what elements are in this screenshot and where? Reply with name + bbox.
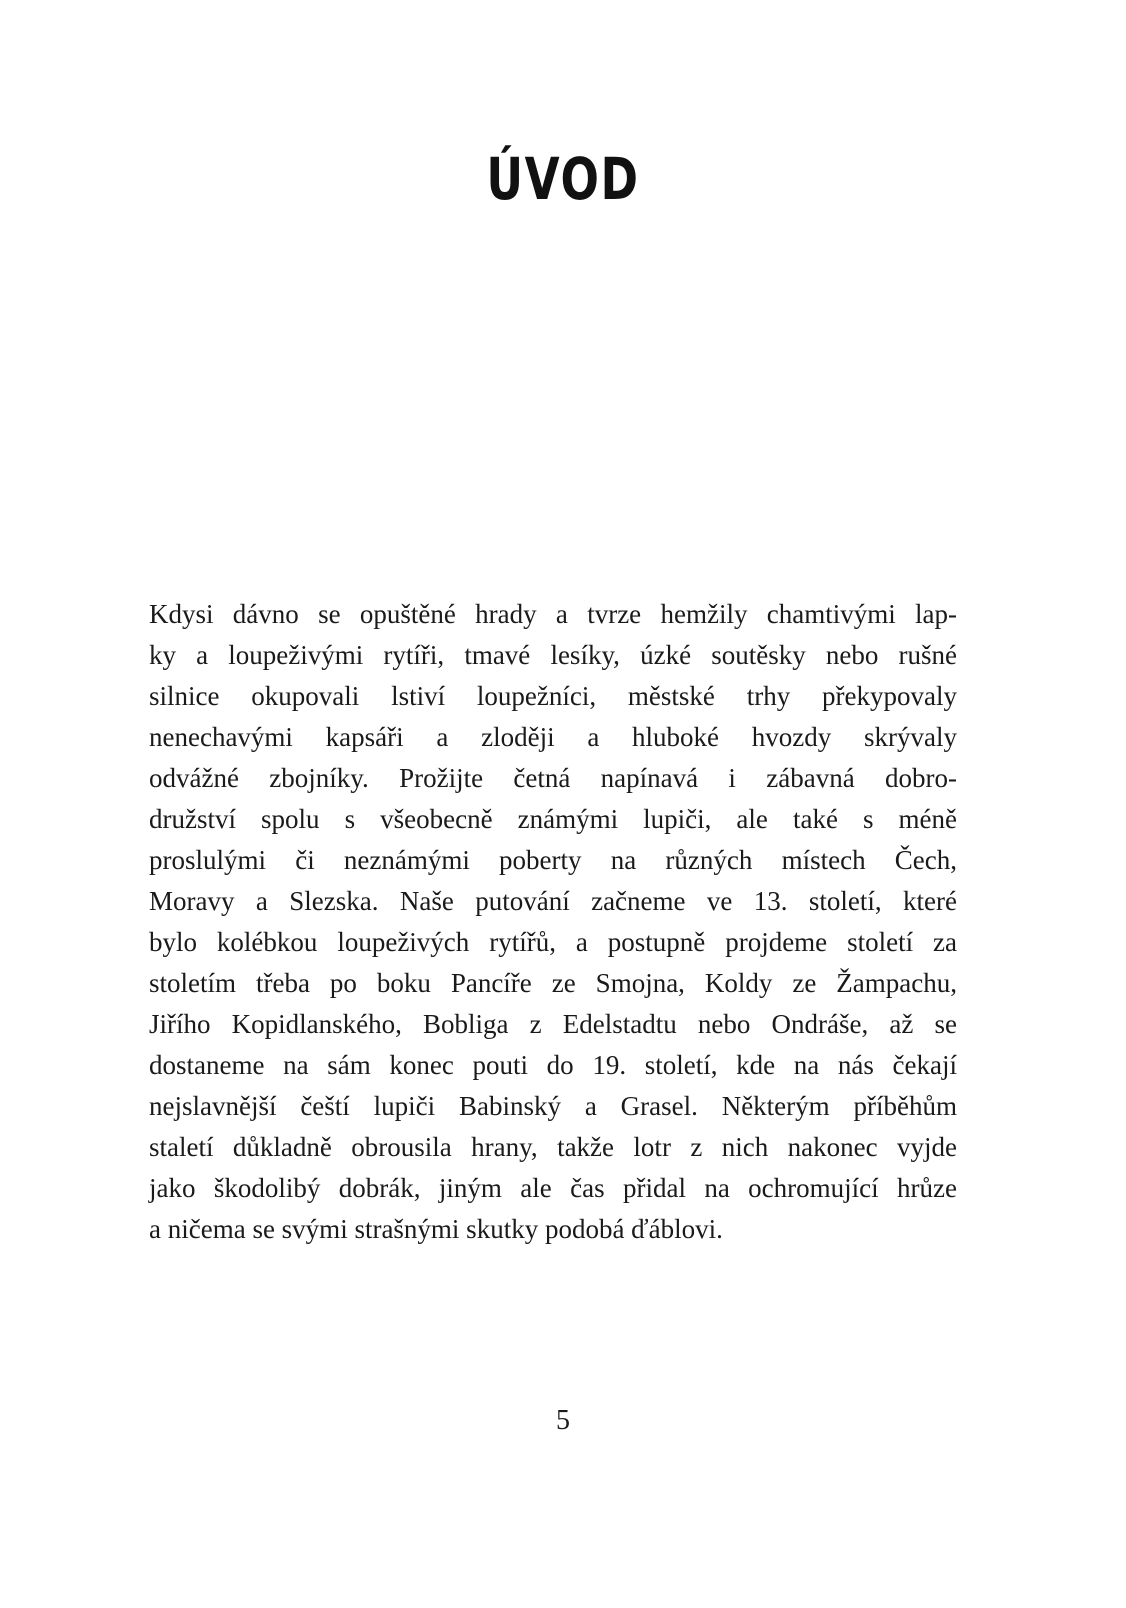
- paragraph-line: stoletím třeba po boku Pancíře ze Smojna, Koldy ze Žampachu,: [149, 968, 957, 998]
- chapter-title: ÚVOD: [486, 145, 640, 213]
- paragraph-line: Moravy a Slezska. Naše putování začneme ve 13. století, které: [149, 886, 957, 916]
- paragraph-line: nenechavými kapsáři a zloději a hluboké hvozdy skrývaly: [149, 722, 957, 752]
- paragraph-line: družství spolu s všeobecně známými lupiči, ale také s méně: [149, 804, 957, 834]
- paragraph-line: a ničema se svými strašnými skutky podobá ďáblovi.: [149, 1214, 723, 1244]
- paragraph-line: dostaneme na sám konec pouti do 19. století, kde na nás čekají: [149, 1050, 957, 1080]
- body-paragraph: [149, 594, 957, 1250]
- paragraph-line: Kdysi dávno se opuštěné hrady a tvrze hemžily chamtivými lap-: [149, 599, 957, 629]
- page-number: 5: [556, 1405, 570, 1436]
- paragraph-line: proslulými či neznámými poberty na různých místech Čech,: [149, 845, 957, 875]
- paragraph-line: staletí důkladně obrousila hrany, takže lotr z nich nakonec vyjde: [149, 1132, 957, 1162]
- paragraph-line: ky a loupeživými rytíři, tmavé lesíky, úzké soutěsky nebo rušné: [149, 640, 957, 670]
- paragraph-line: nejslavnější čeští lupiči Babinský a Grasel. Některým příběhům: [149, 1091, 957, 1121]
- paragraph-line: odvážné zbojníky. Prožijte četná napínavá i zábavná dobro-: [149, 763, 957, 793]
- paragraph-line: jako škodolibý dobrák, jiným ale čas přidal na ochromující hrůze: [149, 1173, 957, 1203]
- paragraph-line: Jiřího Kopidlanského, Bobliga z Edelstadtu nebo Ondráše, až se: [149, 1009, 957, 1039]
- paragraph-line: bylo kolébkou loupeživých rytířů, a postupně projdeme století za: [149, 927, 957, 957]
- paragraph-line: silnice okupovali lstiví loupežníci, městské trhy překypovaly: [149, 681, 957, 711]
